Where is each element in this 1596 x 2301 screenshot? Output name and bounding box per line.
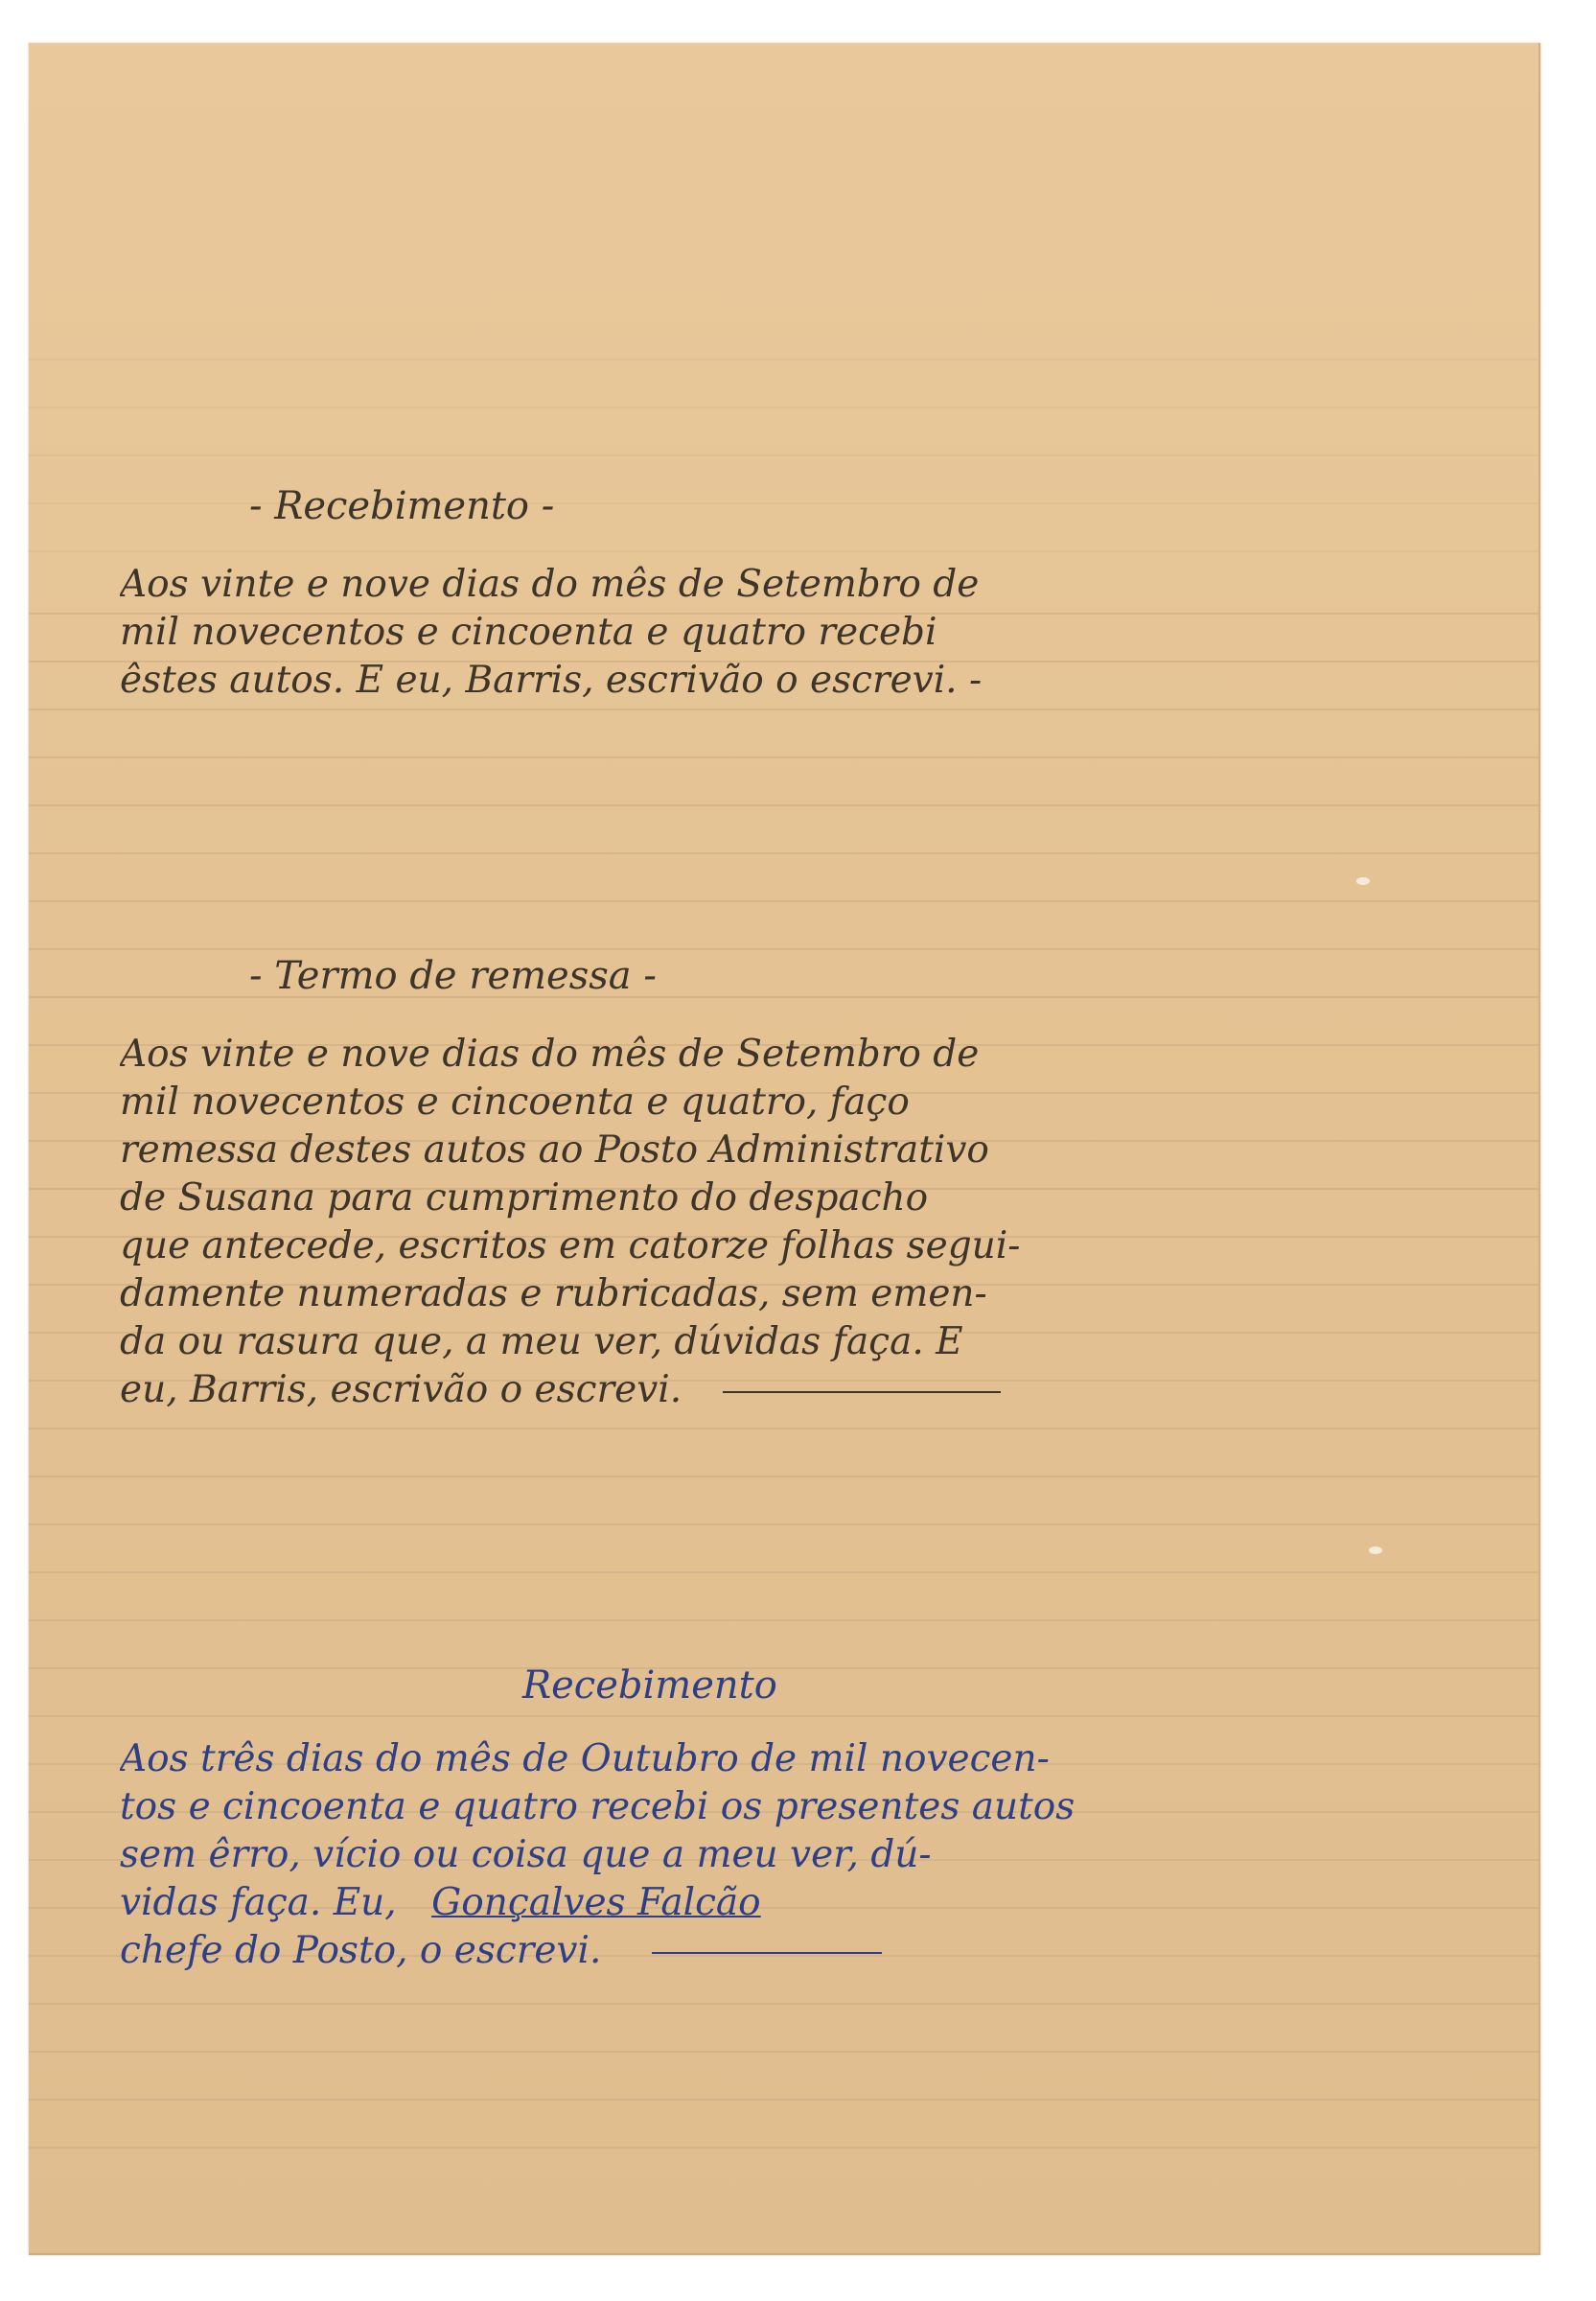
text-line: mil novecentos e cincoenta e quatro recebi [120, 611, 937, 654]
text-line-content: chefe do Posto, o escrevi. [120, 1929, 602, 1972]
text-line: sem êrro, vício ou coisa que a meu ver, dú- [120, 1833, 932, 1876]
closing-rule [723, 1391, 1001, 1393]
text-line: tos e cincoenta e quatro recebi os presentes autos [120, 1785, 1076, 1828]
text-line: mil novecentos e cincoenta e quatro, faço [120, 1081, 910, 1124]
text-line: da ou rasura que, a meu ver, dúvidas faça. E [120, 1320, 963, 1363]
handwritten-signature: Gonçalves Falcão [431, 1881, 761, 1924]
text-line: damente numeradas e rubricadas, sem emen- [120, 1272, 987, 1315]
recebimento-ink-paragraph [120, 1735, 1299, 1975]
text-line: Aos vinte e nove dias do mês de Setembro de [120, 563, 980, 606]
recebimento-paragraph [120, 561, 1299, 705]
text-line-content: eu, Barris, escrivão o escrevi. [120, 1368, 682, 1411]
text-line: de Susana para cumprimento do despacho [120, 1176, 929, 1220]
text-line: Aos vinte e nove dias do mês de Setembro de [120, 1033, 980, 1076]
text-line: remessa destes autos ao Posto Administrativo [120, 1128, 989, 1172]
punch-hole-mark [1356, 877, 1370, 885]
document-page [29, 43, 1540, 2255]
punch-hole-mark [1369, 1546, 1382, 1554]
text-line [120, 1366, 1299, 1414]
closing-rule [652, 1952, 882, 1954]
section-heading-termo-de-remessa: - Termo de remessa - [249, 954, 657, 998]
text-line [120, 1879, 1299, 1927]
text-line: que antecede, escritos em catorze folhas segui- [120, 1224, 1021, 1267]
text-line-content: vidas faça. Eu, [120, 1881, 397, 1924]
section-heading-recebimento-ink: Recebimento [522, 1663, 777, 1708]
text-line [120, 1927, 1299, 1975]
section-heading-recebimento: - Recebimento - [249, 484, 555, 528]
termo-de-remessa-paragraph [120, 1031, 1299, 1414]
text-line: Aos três dias do mês de Outubro de mil novecen- [120, 1737, 1050, 1780]
text-line: êstes autos. E eu, Barris, escrivão o escrevi. - [120, 659, 983, 702]
